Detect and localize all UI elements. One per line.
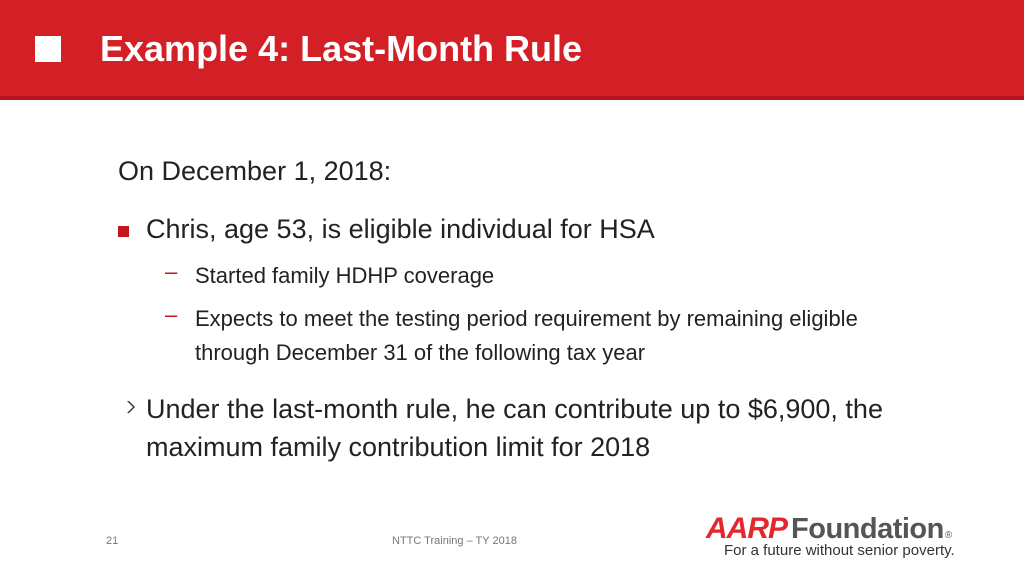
title-bar	[0, 0, 1024, 100]
aarp-foundation-logo	[706, 512, 976, 572]
logo-registered-mark: ®	[944, 530, 953, 541]
logo-brand: AARP	[706, 512, 788, 545]
title-square-icon	[35, 36, 61, 62]
logo-name: Foundation	[791, 513, 944, 545]
page-number: 21	[106, 535, 119, 547]
square-bullet-icon	[118, 226, 129, 237]
footer-text: NTTC Training – TY 2018	[392, 535, 517, 547]
sub-bullet-testing-period	[165, 302, 895, 370]
bullet-item-contribution	[118, 390, 946, 466]
sub-bullet-text: Started family HDHP coverage	[195, 263, 495, 288]
bullet-item-eligibility	[118, 214, 655, 245]
sub-bullet-coverage	[165, 259, 494, 293]
slide-title: Example 4: Last-Month Rule	[100, 28, 583, 69]
logo-tagline: For a future without senior poverty.	[724, 542, 955, 559]
intro-text: On December 1, 2018:	[118, 156, 392, 186]
sub-bullet-text: Expects to meet the testing period requirement by remaining eligible through December 31 of the following tax year	[195, 306, 858, 365]
arrow-bullet-icon	[118, 398, 146, 416]
dash-bullet-icon: –	[165, 302, 178, 327]
bullet-text: Under the last-month rule, he can contribute up to $6,900, the maximum family contribution limit for 2018	[146, 394, 883, 462]
bullet-text: Chris, age 53, is eligible individual for HSA	[146, 214, 655, 244]
dash-bullet-icon: –	[165, 259, 178, 284]
